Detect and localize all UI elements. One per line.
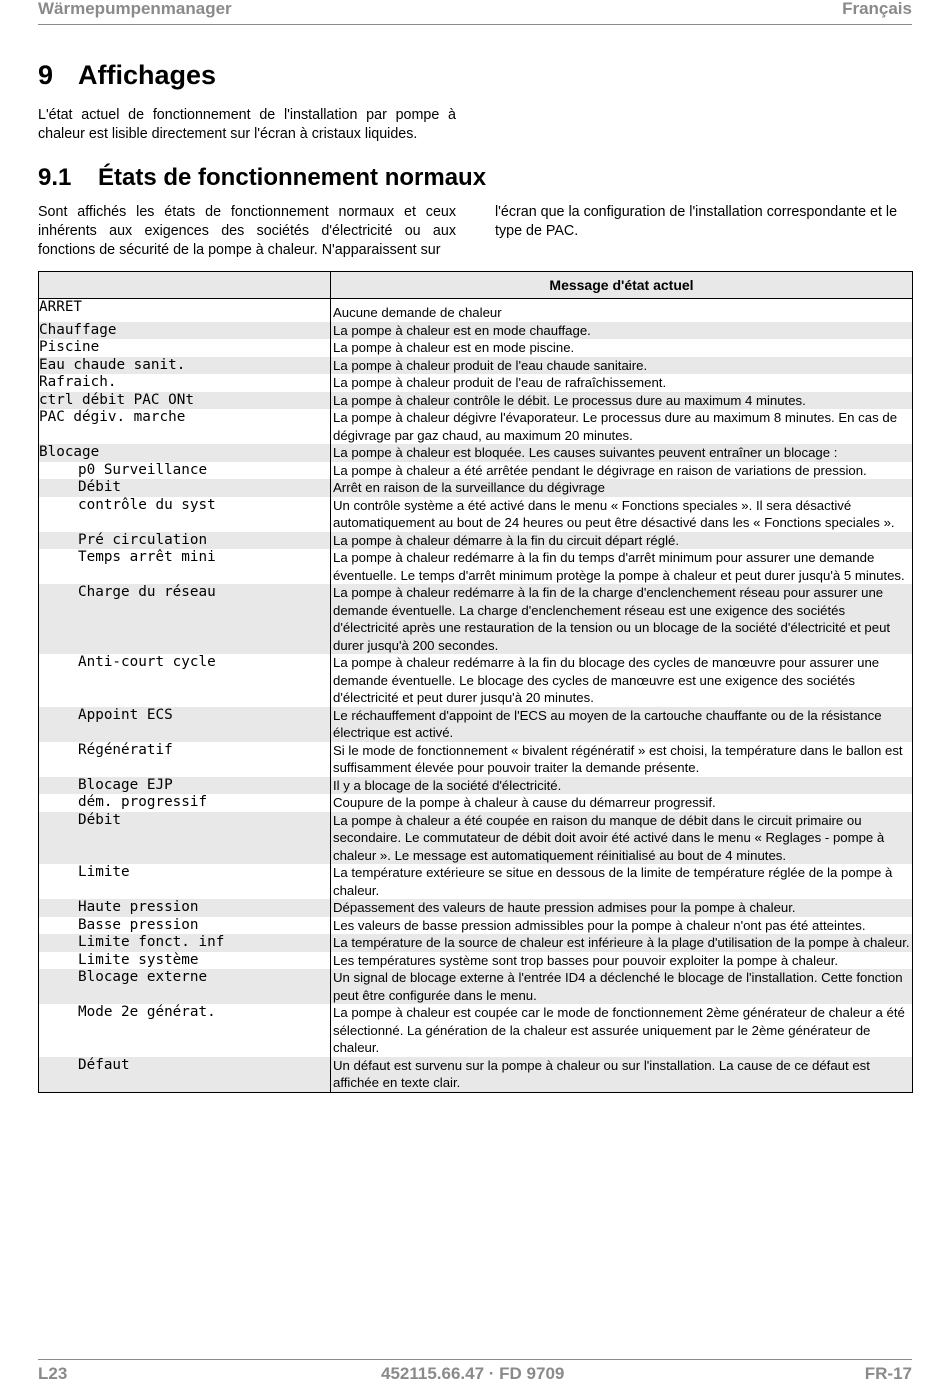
- status-display-text: Blocage externe: [39, 969, 331, 1004]
- status-row: [39, 899, 913, 917]
- status-row: [39, 374, 913, 392]
- status-row: [39, 549, 913, 584]
- status-display-text: Débit: [39, 479, 331, 497]
- status-row: [39, 299, 913, 322]
- status-row: [39, 777, 913, 795]
- status-message: Les valeurs de basse pression admissibles pour la pompe à chaleur n'ont pas été atteintes.: [331, 917, 913, 935]
- status-display-text: Limite fonct. inf: [39, 934, 331, 952]
- subsection-heading: [38, 164, 486, 192]
- section-heading: [38, 60, 216, 91]
- status-message: La pompe à chaleur démarre à la fin du circuit départ réglé.: [331, 532, 913, 550]
- col-header-display: [39, 272, 331, 299]
- subsection-text-col2: l'écran que la configuration de l'installation correspondante et le type de PAC.: [495, 204, 898, 239]
- status-display-text: Temps arrêt mini: [39, 549, 331, 584]
- status-display-text: Pré circulation: [39, 532, 331, 550]
- status-display-text: p0 Surveillance: [39, 462, 331, 480]
- subsection-text-col1: Sont affichés les états de fonctionnement normaux et ceux inhérents aux exigences des sociétés d'électricité ou aux fonctions de sécurité de la pompe à chaleur. N'apparaissent sur: [38, 204, 456, 258]
- status-row: [39, 654, 913, 707]
- page-footer: [38, 1359, 912, 1384]
- status-message: La pompe à chaleur a été arrêtée pendant le dégivrage en raison de variations de pression.: [331, 462, 913, 480]
- status-row: [39, 707, 913, 742]
- status-table-header: [39, 272, 913, 299]
- status-display-text: Limite: [39, 864, 331, 899]
- status-row: [39, 392, 913, 410]
- status-display-text: Anti-court cycle: [39, 654, 331, 707]
- status-row: [39, 532, 913, 550]
- status-message: Un signal de blocage externe à l'entrée ID4 a déclenché le blocage de l'installation. Cette fonction peut être configurée dans le menu.: [331, 969, 913, 1004]
- status-message: Il y a blocage de la société d'électricité.: [331, 777, 913, 795]
- status-row: [39, 864, 913, 899]
- status-display-text: Régénératif: [39, 742, 331, 777]
- status-message: La pompe à chaleur est bloquée. Les causes suivantes peuvent entraîner un blocage :: [331, 444, 913, 462]
- status-row: [39, 584, 913, 654]
- status-row: [39, 497, 913, 532]
- page-header: [38, 0, 912, 25]
- status-row: [39, 409, 913, 444]
- status-row: [39, 322, 913, 340]
- status-message: La pompe à chaleur produit de l'eau chaude sanitaire.: [331, 357, 913, 375]
- status-row: [39, 339, 913, 357]
- status-message: Un défaut est survenu sur la pompe à chaleur ou sur l'installation. La cause de ce défaut est affichée en texte clair.: [331, 1057, 913, 1093]
- status-display-text: Piscine: [39, 339, 331, 357]
- status-row: [39, 1004, 913, 1057]
- status-message: La pompe à chaleur redémarre à la fin du blocage des cycles de manœuvre pour assurer une demande éventuelle. Le blocage des cycles de manœuvre est une exigence des sociétés d'électricité et peut durer jusqu'à 20 minutes.: [331, 654, 913, 707]
- status-message: La pompe à chaleur produit de l'eau de rafraîchissement.: [331, 374, 913, 392]
- status-message: Aucune demande de chaleur: [331, 299, 913, 322]
- col-header-message: Message d'état actuel: [331, 272, 913, 299]
- status-message: La pompe à chaleur est en mode chauffage.: [331, 322, 913, 340]
- status-row: [39, 969, 913, 1004]
- status-display-text: Haute pression: [39, 899, 331, 917]
- status-message: Dépassement des valeurs de haute pression admises pour la pompe à chaleur.: [331, 899, 913, 917]
- status-display-text: Blocage EJP: [39, 777, 331, 795]
- status-display-text: Chauffage: [39, 322, 331, 340]
- status-row: [39, 812, 913, 865]
- footer-page-number: FR-17: [864, 1364, 912, 1383]
- status-display-text: Basse pression: [39, 917, 331, 935]
- status-message: Coupure de la pompe à chaleur à cause du démarreur progressif.: [331, 794, 913, 812]
- header-product-name: Wärmepumpenmanager: [38, 0, 232, 18]
- status-row: [39, 952, 913, 970]
- header-language: Français: [842, 0, 912, 18]
- status-message: La température de la source de chaleur est inférieure à la plage d'utilisation de la pompe à chaleur.: [331, 934, 913, 952]
- status-display-text: PAC dégiv. marche: [39, 409, 331, 444]
- section-intro: L'état actuel de fonctionnement de l'installation par pompe à chaleur est lisible directement sur l'écran à cristaux liquides.: [38, 107, 456, 142]
- status-message: La pompe à chaleur est en mode piscine.: [331, 339, 913, 357]
- status-display-text: contrôle du syst: [39, 497, 331, 532]
- section-number: 9: [38, 60, 54, 90]
- status-message: Arrêt en raison de la surveillance du dégivrage: [331, 479, 913, 497]
- status-message: La pompe à chaleur a été coupée en raison du manque de débit dans le circuit primaire ou secondaire. Le commutateur de débit doit avoir été activé dans le menu « Reglages - pompe à chaleur ». Le message est automatiquement réinitialisé au bout de 4 minutes.: [331, 812, 913, 865]
- status-message: La pompe à chaleur dégivre l'évaporateur. Le processus dure au maximum 8 minutes. En cas de dégivrage par gaz chaud, au maximum 20 minutes.: [331, 409, 913, 444]
- footer-left: L23: [38, 1364, 68, 1383]
- status-message: Un contrôle système a été activé dans le menu « Fonctions speciales ». Il sera désactivé automatiquement au bout de 24 heures ou peut être désactivé dans les « Fonctions speciales ».: [331, 497, 913, 532]
- status-message: La pompe à chaleur contrôle le débit. Le processus dure au maximum 4 minutes.: [331, 392, 913, 410]
- section-title: Affichages: [78, 60, 217, 90]
- status-display-text: Charge du réseau: [39, 584, 331, 654]
- status-message: La pompe à chaleur est coupée car le mode de fonctionnement 2ème générateur de chaleur a été sélectionné. La génération de la chaleur est assurée uniquement par le 2ème générateur de chaleur.: [331, 1004, 913, 1057]
- status-row: [39, 357, 913, 375]
- subsection-title: États de fonctionnement normaux: [98, 164, 487, 191]
- status-display-text: Appoint ECS: [39, 707, 331, 742]
- footer-doc-number: 452115.66.47 · FD 9709: [381, 1364, 565, 1383]
- subsection-number: 9.1: [38, 164, 72, 191]
- status-row: [39, 934, 913, 952]
- status-row: [39, 794, 913, 812]
- status-row: [39, 479, 913, 497]
- status-message: La température extérieure se situe en dessous de la limite de température réglée de la pompe à chaleur.: [331, 864, 913, 899]
- status-display-text: ARRET: [39, 299, 331, 322]
- status-row: [39, 742, 913, 777]
- status-display-text: ctrl débit PAC ONt: [39, 392, 331, 410]
- status-display-text: Eau chaude sanit.: [39, 357, 331, 375]
- status-message: La pompe à chaleur redémarre à la fin de la charge d'enclenchement réseau pour assurer une demande éventuelle. La charge d'enclenchement réseau est une exigence des sociétés d'électricité après une restauration de la tension ou un blocage de la société d'électricité et peut durer jusqu'à 200 secondes.: [331, 584, 913, 654]
- status-display-text: Mode 2e générat.: [39, 1004, 331, 1057]
- status-row: [39, 444, 913, 462]
- status-display-text: Débit: [39, 812, 331, 865]
- status-table-body: [39, 299, 913, 1093]
- status-message: Les températures système sont trop basses pour pouvoir exploiter la pompe à chaleur.: [331, 952, 913, 970]
- status-row: [39, 1057, 913, 1093]
- status-message: Si le mode de fonctionnement « bivalent régénératif » est choisi, la température dans le ballon est suffisamment élevée pour pouvoir traiter la demande présente.: [331, 742, 913, 777]
- status-display-text: Rafraich.: [39, 374, 331, 392]
- status-message: La pompe à chaleur redémarre à la fin du temps d'arrêt minimum pour assurer une demande éventuelle. Le temps d'arrêt minimum protège la pompe à chaleur et peut durer jusqu'à 5 minutes.: [331, 549, 913, 584]
- status-message: Le réchauffement d'appoint de l'ECS au moyen de la cartouche chauffante ou de la résistance électrique est activé.: [331, 707, 913, 742]
- status-display-text: Blocage: [39, 444, 331, 462]
- status-display-text: dém. progressif: [39, 794, 331, 812]
- status-row: [39, 917, 913, 935]
- status-table: [38, 271, 913, 1093]
- status-display-text: Limite système: [39, 952, 331, 970]
- status-display-text: Défaut: [39, 1057, 331, 1093]
- status-row: [39, 462, 913, 480]
